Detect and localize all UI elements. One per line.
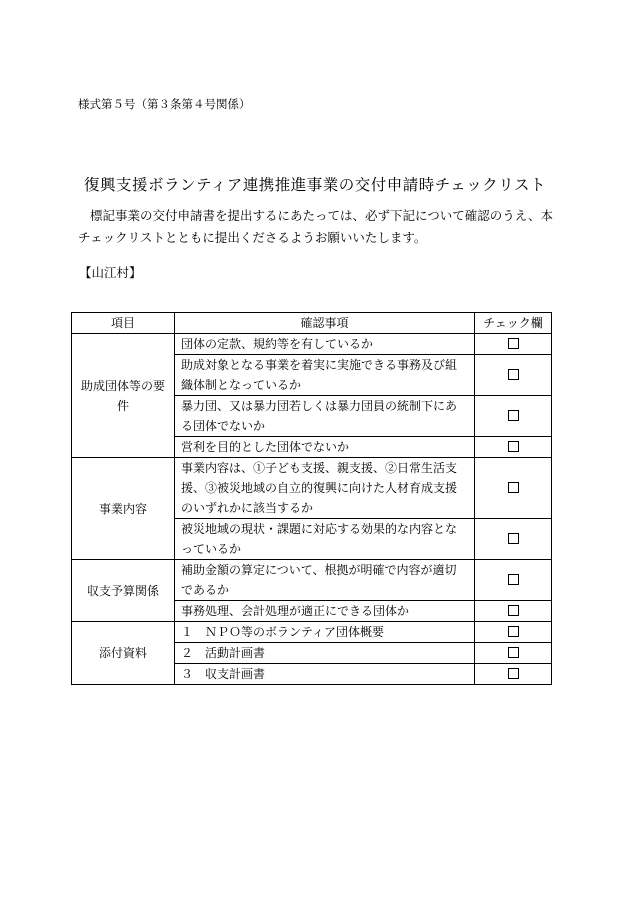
check-item: 補助金額の算定について、根拠が明確で内容が適切であるか xyxy=(175,560,475,601)
checkbox[interactable] xyxy=(508,338,519,349)
check-item: 被災地域の現状・課題に対応する効果的な内容となっているか xyxy=(175,519,475,560)
table-row xyxy=(72,560,552,601)
header-item: 項目 xyxy=(72,313,175,334)
checklist-table xyxy=(71,312,552,685)
form-number: 様式第５号（第３条第４号関係） xyxy=(78,97,251,111)
document-title: 復興支援ボランティア連携推進事業の交付申請時チェックリスト xyxy=(84,176,546,194)
table-row xyxy=(72,458,552,519)
checkbox[interactable] xyxy=(508,574,519,585)
check-item: ２ 活動計画書 xyxy=(175,643,475,664)
checkbox[interactable] xyxy=(508,605,519,616)
check-item: 暴力団、又は暴力団若しくは暴力団員の統制下にある団体でないか xyxy=(175,396,475,437)
check-item: 助成対象となる事業を着実に実施できる事務及び組織体制となっているか xyxy=(175,355,475,396)
checkbox[interactable] xyxy=(508,668,519,679)
table-row xyxy=(72,334,552,355)
check-item: 団体の定款、規約等を有しているか xyxy=(175,334,475,355)
checkbox[interactable] xyxy=(508,441,519,452)
category-cell: 添付資料 xyxy=(72,622,175,685)
category-cell: 収支予算関係 xyxy=(72,560,175,622)
category-cell: 助成団体等の要件 xyxy=(72,334,175,458)
check-item: １ ＮＰＯ等のボランティア団体概要 xyxy=(175,622,475,643)
check-item: ３ 収支計画書 xyxy=(175,664,475,685)
table-header-row xyxy=(72,313,552,334)
check-item: 営利を目的とした団体でないか xyxy=(175,437,475,458)
header-confirmation: 確認事項 xyxy=(175,313,475,334)
checkbox[interactable] xyxy=(508,482,519,493)
checkbox[interactable] xyxy=(508,410,519,421)
checkbox[interactable] xyxy=(508,533,519,544)
checkbox[interactable] xyxy=(508,647,519,658)
intro-paragraph: 標記事業の交付申請書を提出するにあたっては、必ず下記について確認のうえ、本チェックリストとともに提出くださるようお願いいたします。 xyxy=(78,208,554,245)
checkbox[interactable] xyxy=(508,369,519,380)
header-check: チェック欄 xyxy=(475,313,552,334)
category-cell: 事業内容 xyxy=(72,458,175,560)
check-item: 事務処理、会計処理が適正にできる団体か xyxy=(175,601,475,622)
check-item: 事業内容は、①子ども支援、親支援、②日常生活支援、③被災地域の自立的復興に向けた人材育成支援のいずれかに該当するか xyxy=(175,458,475,519)
checkbox[interactable] xyxy=(508,626,519,637)
village-name: 【山江村】 xyxy=(79,265,142,280)
table-row xyxy=(72,622,552,643)
